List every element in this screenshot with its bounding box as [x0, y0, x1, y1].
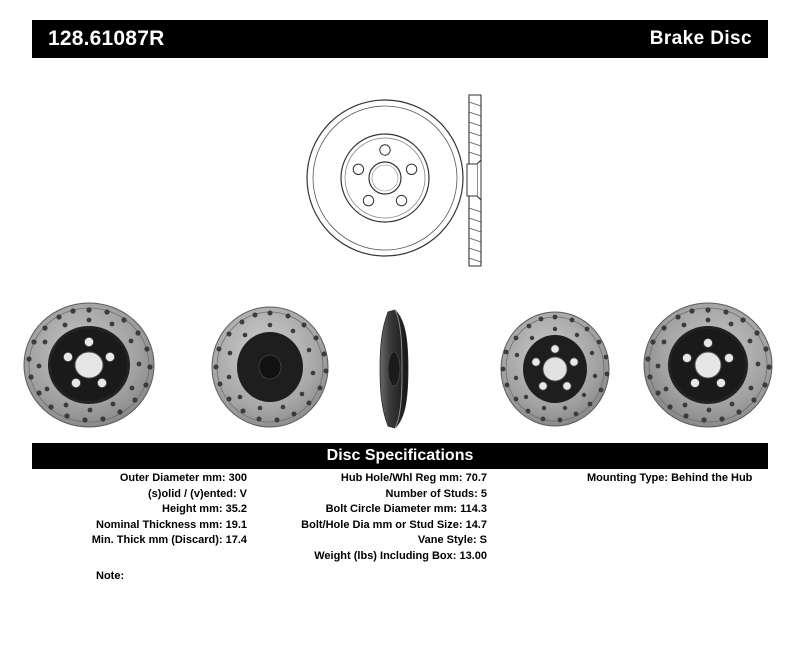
spec-row: Bolt Circle Diameter mm: 114.3	[325, 503, 487, 515]
header-band	[32, 20, 768, 58]
spec-column-middle	[272, 471, 487, 564]
spec-row: (s)olid / (v)ented: V	[148, 487, 247, 500]
spec-column-left	[32, 471, 247, 549]
note-label: Note:	[96, 570, 125, 582]
part-number: 128.61087R	[48, 27, 165, 50]
brake-disc-drilled-angled-right	[636, 300, 786, 435]
spec-row: Weight (lbs) Including Box: 13.00	[314, 549, 487, 562]
spec-row: Bolt/Hole Dia mm or Stud Size: 14.7	[301, 518, 487, 531]
spec-section-header: Disc Specifications	[32, 443, 768, 469]
figure-area	[0, 60, 800, 440]
brake-disc-edge-profile	[375, 308, 419, 435]
brake-disc-drilled-rear-face	[205, 305, 335, 435]
spec-row: Nominal Thickness mm: 19.1	[96, 518, 247, 531]
brake-disc-drilled-hub-face	[495, 310, 615, 433]
brake-disc-drilled-angled-left	[14, 300, 164, 435]
spec-row: Vane Style: S	[417, 534, 487, 546]
brake-disc-front-face-drawing	[305, 98, 465, 263]
spec-row: Mounting Type: Behind the Hub	[587, 472, 753, 484]
spec-row: Height mm: 35.2	[162, 503, 247, 515]
spec-row: Number of Studs: 5	[385, 487, 487, 500]
spec-column-right	[512, 471, 768, 487]
spec-row: Hub Hole/Whl Reg mm: 70.7	[340, 472, 487, 484]
spec-row: Min. Thick mm (Discard): 17.4	[91, 534, 247, 546]
spec-table	[32, 471, 768, 581]
document-type-label: Brake Disc	[649, 28, 752, 49]
brake-disc-cross-section-drawing	[455, 90, 501, 277]
spec-row: Outer Diameter mm: 300	[119, 472, 247, 484]
